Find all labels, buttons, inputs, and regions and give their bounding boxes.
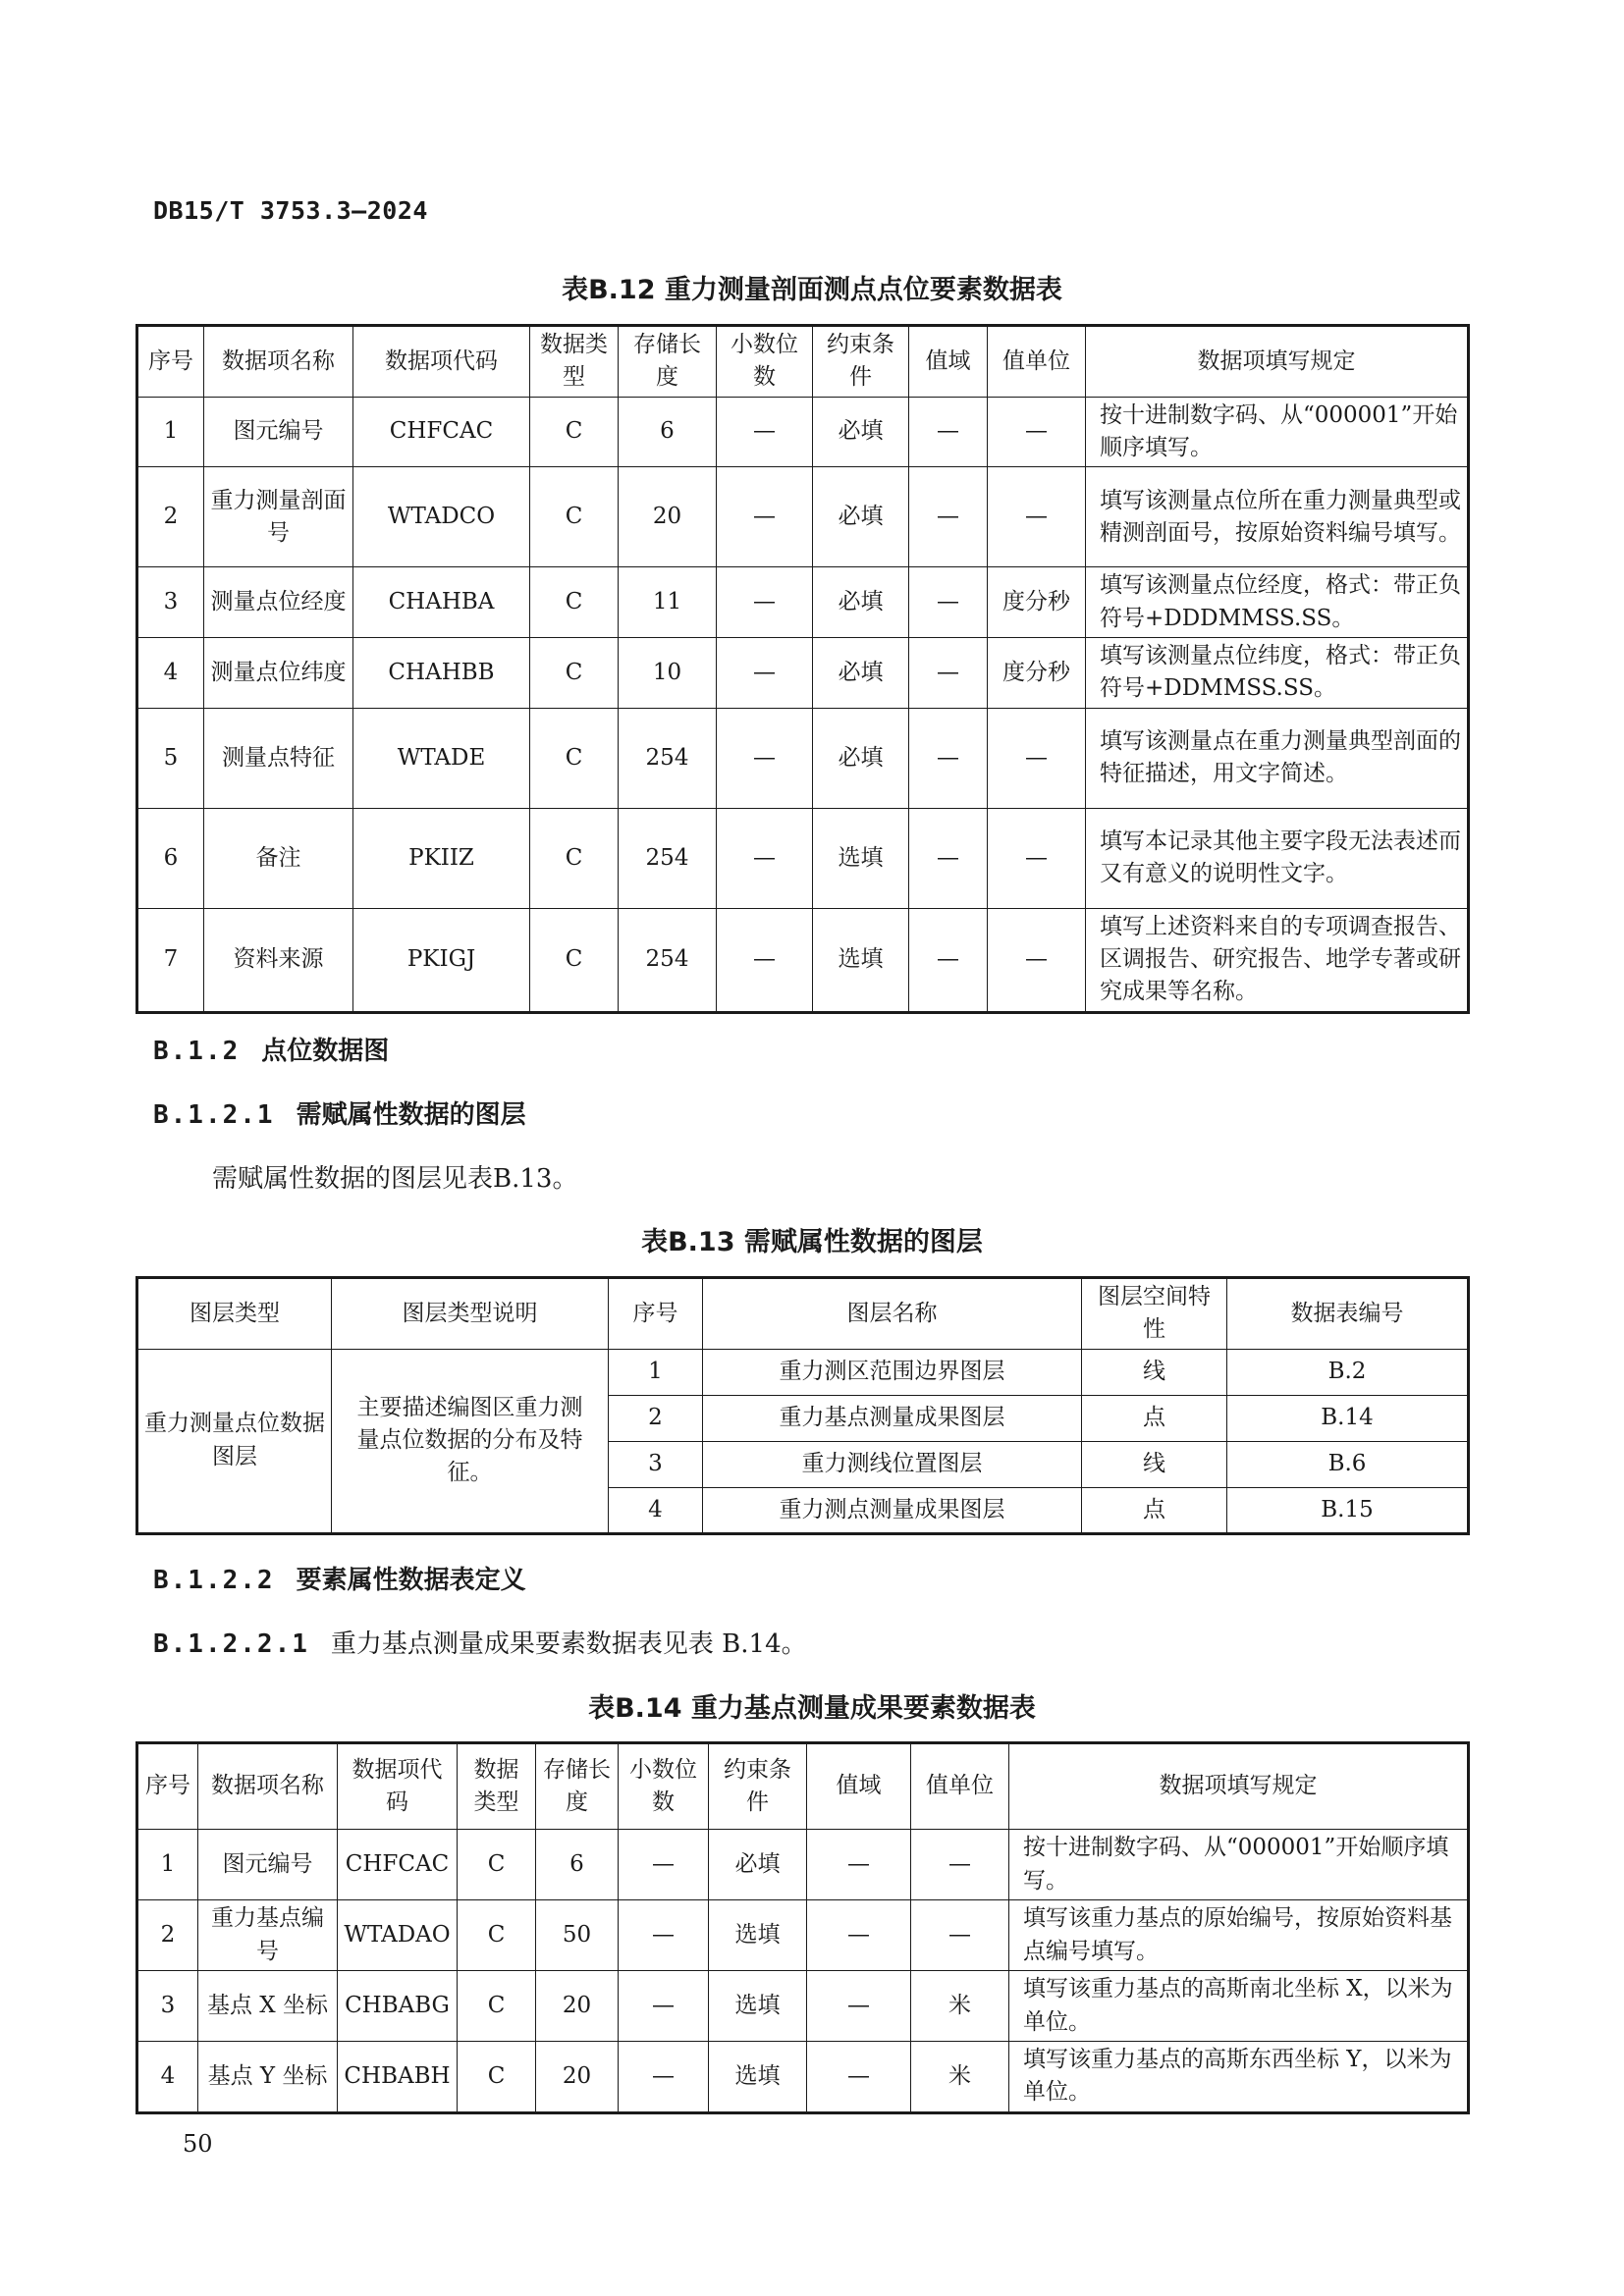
cell: C bbox=[530, 638, 619, 709]
cell: 3 bbox=[137, 1971, 198, 2042]
paragraph-text: 重力基点测量成果要素数据表见表 B.14。 bbox=[330, 1629, 807, 1659]
cell: 10 bbox=[619, 638, 717, 709]
cell: 3 bbox=[137, 567, 204, 638]
cell: 选填 bbox=[709, 2042, 807, 2113]
cell: — bbox=[909, 808, 988, 908]
cell: 5 bbox=[137, 708, 204, 808]
cell: 20 bbox=[536, 1971, 619, 2042]
cell: CHFCAC bbox=[353, 397, 530, 467]
table-row bbox=[137, 1830, 1469, 1900]
cell: — bbox=[988, 467, 1086, 567]
cell: 选填 bbox=[813, 808, 909, 908]
cell: C bbox=[530, 908, 619, 1012]
column-header: 图层空间特性 bbox=[1082, 1278, 1227, 1350]
table-b12-caption: 表B.12 重力测量剖面测点点位要素数据表 bbox=[562, 275, 1062, 305]
cell: C bbox=[530, 397, 619, 467]
cell: — bbox=[911, 1830, 1009, 1900]
table-row bbox=[137, 567, 1469, 638]
cell: — bbox=[717, 708, 813, 808]
cell: B.14 bbox=[1227, 1395, 1469, 1441]
cell: 测量点位经度 bbox=[204, 567, 353, 638]
cell: 备注 bbox=[204, 808, 353, 908]
cell-rule: 填写本记录其他主要字段无法表述而又有意义的说明性文字。 bbox=[1086, 808, 1469, 908]
cell: — bbox=[909, 638, 988, 709]
cell: — bbox=[807, 1971, 911, 2042]
column-header: 小数位数 bbox=[619, 1743, 709, 1830]
section-number: B.1.2.2 bbox=[153, 1566, 275, 1595]
column-header: 数据表编号 bbox=[1227, 1278, 1469, 1350]
cell: 50 bbox=[536, 1900, 619, 1971]
cell: CHFCAC bbox=[338, 1830, 458, 1900]
cell-rule: 按十进制数字码、从“000001”开始顺序填写。 bbox=[1086, 397, 1469, 467]
section-title: 要素属性数据表定义 bbox=[296, 1566, 526, 1595]
cell: — bbox=[717, 467, 813, 567]
column-header: 数据项填写规定 bbox=[1009, 1743, 1469, 1830]
cell: 图元编号 bbox=[198, 1830, 338, 1900]
table-b12-header-row bbox=[137, 326, 1469, 398]
column-header: 数据项名称 bbox=[204, 326, 353, 398]
cell: 选填 bbox=[709, 1900, 807, 1971]
cell: 线 bbox=[1082, 1349, 1227, 1395]
cell: 6 bbox=[619, 397, 717, 467]
cell: 2 bbox=[137, 1900, 198, 1971]
cell: — bbox=[807, 1830, 911, 1900]
paragraph-number: B.1.2.2.1 bbox=[153, 1629, 309, 1659]
section-title: 点位数据图 bbox=[261, 1037, 390, 1066]
cell: B.2 bbox=[1227, 1349, 1469, 1395]
cell: — bbox=[717, 908, 813, 1012]
column-header: 数据项填写规定 bbox=[1086, 326, 1469, 398]
cell: — bbox=[717, 638, 813, 709]
cell-rule: 填写上述资料来自的专项调查报告、区调报告、研究报告、地学专著或研究成果等名称。 bbox=[1086, 908, 1469, 1012]
cell-rule: 填写该重力基点的高斯南北坐标 X，以米为单位。 bbox=[1009, 1971, 1469, 2042]
cell: 重力测区范围边界图层 bbox=[703, 1349, 1082, 1395]
cell: 重力测量剖面号 bbox=[204, 467, 353, 567]
cell: C bbox=[458, 1971, 536, 2042]
table-b13-header-row bbox=[137, 1278, 1469, 1350]
cell-rule: 按十进制数字码、从“000001”开始顺序填写。 bbox=[1009, 1830, 1469, 1900]
cell: — bbox=[619, 1830, 709, 1900]
column-header: 数据类型 bbox=[458, 1743, 536, 1830]
cell: — bbox=[909, 567, 988, 638]
cell: 6 bbox=[137, 808, 204, 908]
paragraph: 需赋属性数据的图层见表B.13。 bbox=[212, 1164, 578, 1194]
column-header: 数据类型 bbox=[530, 326, 619, 398]
table-row bbox=[137, 1900, 1469, 1971]
cell: 重力测线位置图层 bbox=[703, 1441, 1082, 1487]
cell-rule: 填写该重力基点的高斯东西坐标 Y，以米为单位。 bbox=[1009, 2042, 1469, 2113]
cell: — bbox=[988, 908, 1086, 1012]
column-header: 约束条件 bbox=[813, 326, 909, 398]
cell: 图元编号 bbox=[204, 397, 353, 467]
cell: 必填 bbox=[813, 397, 909, 467]
table-b13 bbox=[135, 1276, 1470, 1535]
column-header: 值单位 bbox=[911, 1743, 1009, 1830]
cell: 点 bbox=[1082, 1487, 1227, 1533]
cell: — bbox=[909, 397, 988, 467]
cell: 1 bbox=[137, 397, 204, 467]
cell: — bbox=[619, 1971, 709, 2042]
cell: CHAHBA bbox=[353, 567, 530, 638]
cell: CHBABG bbox=[338, 1971, 458, 2042]
cell: 米 bbox=[911, 1971, 1009, 2042]
cell: — bbox=[988, 397, 1086, 467]
cell: 基点 X 坐标 bbox=[198, 1971, 338, 2042]
cell: — bbox=[909, 708, 988, 808]
cell: C bbox=[530, 467, 619, 567]
cell: — bbox=[717, 397, 813, 467]
cell: 4 bbox=[137, 2042, 198, 2113]
column-header: 值域 bbox=[807, 1743, 911, 1830]
cell: 线 bbox=[1082, 1441, 1227, 1487]
cell: 度分秒 bbox=[988, 567, 1086, 638]
section-heading-b1121 bbox=[153, 1095, 526, 1131]
cell: 7 bbox=[137, 908, 204, 1012]
cell: 选填 bbox=[813, 908, 909, 1012]
cell: 254 bbox=[619, 908, 717, 1012]
cell: C bbox=[458, 1830, 536, 1900]
table-row bbox=[137, 467, 1469, 567]
cell: 20 bbox=[619, 467, 717, 567]
cell: 测量点特征 bbox=[204, 708, 353, 808]
layer-type-cell: 重力测量点位数据图层 bbox=[137, 1349, 332, 1533]
cell-rule: 填写该测量点位经度，格式：带正负符号+DDDMMSS.SS。 bbox=[1086, 567, 1469, 638]
column-header: 存储长度 bbox=[619, 326, 717, 398]
table-row bbox=[137, 708, 1469, 808]
cell: — bbox=[717, 808, 813, 908]
cell: 测量点位纬度 bbox=[204, 638, 353, 709]
table-row bbox=[137, 397, 1469, 467]
cell: C bbox=[530, 808, 619, 908]
cell: 重力基点编号 bbox=[198, 1900, 338, 1971]
column-header: 数据项代码 bbox=[338, 1743, 458, 1830]
table-b14-header-row bbox=[137, 1743, 1469, 1830]
column-header: 值单位 bbox=[988, 326, 1086, 398]
cell: — bbox=[717, 567, 813, 638]
cell: — bbox=[911, 1900, 1009, 1971]
cell: 度分秒 bbox=[988, 638, 1086, 709]
cell: 254 bbox=[619, 808, 717, 908]
cell: WTADAO bbox=[338, 1900, 458, 1971]
column-header: 小数位数 bbox=[717, 326, 813, 398]
cell-rule: 填写该测量点位所在重力测量典型或精测剖面号，按原始资料编号填写。 bbox=[1086, 467, 1469, 567]
cell: — bbox=[909, 467, 988, 567]
cell: C bbox=[530, 708, 619, 808]
cell: 11 bbox=[619, 567, 717, 638]
column-header: 数据项代码 bbox=[353, 326, 530, 398]
table-row bbox=[137, 808, 1469, 908]
table-row bbox=[137, 638, 1469, 709]
table-b14-caption: 表B.14 重力基点测量成果要素数据表 bbox=[588, 1693, 1036, 1724]
cell: B.6 bbox=[1227, 1441, 1469, 1487]
cell: CHBABH bbox=[338, 2042, 458, 2113]
section-number: B.1.2 bbox=[153, 1037, 241, 1066]
cell: 点 bbox=[1082, 1395, 1227, 1441]
table-row bbox=[137, 908, 1469, 1012]
column-header: 图层名称 bbox=[703, 1278, 1082, 1350]
section-heading-b1122 bbox=[153, 1560, 526, 1596]
table-b13-caption: 表B.13 需赋属性数据的图层 bbox=[641, 1227, 983, 1257]
cell: 必填 bbox=[709, 1830, 807, 1900]
cell: 米 bbox=[911, 2042, 1009, 2113]
cell: 必填 bbox=[813, 638, 909, 709]
cell: 6 bbox=[536, 1830, 619, 1900]
cell: 2 bbox=[137, 467, 204, 567]
cell: — bbox=[619, 2042, 709, 2113]
cell: 必填 bbox=[813, 467, 909, 567]
column-header: 数据项名称 bbox=[198, 1743, 338, 1830]
cell: — bbox=[988, 708, 1086, 808]
cell: C bbox=[458, 1900, 536, 1971]
cell: — bbox=[619, 1900, 709, 1971]
cell: 重力基点测量成果图层 bbox=[703, 1395, 1082, 1441]
cell: — bbox=[807, 1900, 911, 1971]
cell: 1 bbox=[609, 1349, 703, 1395]
cell: — bbox=[807, 2042, 911, 2113]
column-header: 序号 bbox=[137, 1743, 198, 1830]
cell: CHAHBB bbox=[353, 638, 530, 709]
layer-desc-cell: 主要描述编图区重力测量点位数据的分布及特征。 bbox=[332, 1349, 609, 1533]
section-heading-b112 bbox=[153, 1031, 389, 1067]
document-code: DB15/T 3753.3—2024 bbox=[153, 196, 428, 225]
cell: WTADE bbox=[353, 708, 530, 808]
column-header: 图层类型 bbox=[137, 1278, 332, 1350]
cell: B.15 bbox=[1227, 1487, 1469, 1533]
column-header: 序号 bbox=[609, 1278, 703, 1350]
cell: 选填 bbox=[709, 1971, 807, 2042]
cell-rule: 填写该测量点在重力测量典型剖面的特征描述，用文字简述。 bbox=[1086, 708, 1469, 808]
cell: 4 bbox=[137, 638, 204, 709]
column-header: 序号 bbox=[137, 326, 204, 398]
cell: 3 bbox=[609, 1441, 703, 1487]
cell: 重力测点测量成果图层 bbox=[703, 1487, 1082, 1533]
table-row bbox=[137, 1349, 1469, 1395]
cell: — bbox=[909, 908, 988, 1012]
cell: 20 bbox=[536, 2042, 619, 2113]
table-b12 bbox=[135, 324, 1470, 1014]
column-header: 值域 bbox=[909, 326, 988, 398]
cell: 基点 Y 坐标 bbox=[198, 2042, 338, 2113]
cell: 必填 bbox=[813, 708, 909, 808]
cell: PKIGJ bbox=[353, 908, 530, 1012]
cell: 4 bbox=[609, 1487, 703, 1533]
column-header: 存储长度 bbox=[536, 1743, 619, 1830]
cell: 1 bbox=[137, 1830, 198, 1900]
column-header: 约束条件 bbox=[709, 1743, 807, 1830]
table-b14 bbox=[135, 1741, 1470, 2114]
cell: WTADCO bbox=[353, 467, 530, 567]
table-row bbox=[137, 2042, 1469, 2113]
page-number: 50 bbox=[183, 2130, 213, 2158]
cell-rule: 填写该重力基点的原始编号，按原始资料基点编号填写。 bbox=[1009, 1900, 1469, 1971]
cell: PKIIZ bbox=[353, 808, 530, 908]
paragraph-b11221 bbox=[153, 1624, 807, 1660]
cell: C bbox=[458, 2042, 536, 2113]
section-title: 需赋属性数据的图层 bbox=[296, 1100, 526, 1130]
table-row bbox=[137, 1971, 1469, 2042]
cell: 254 bbox=[619, 708, 717, 808]
cell: C bbox=[530, 567, 619, 638]
cell: 2 bbox=[609, 1395, 703, 1441]
section-number: B.1.2.1 bbox=[153, 1100, 275, 1130]
cell: 资料来源 bbox=[204, 908, 353, 1012]
cell-rule: 填写该测量点位纬度，格式：带正负符号+DDMMSS.SS。 bbox=[1086, 638, 1469, 709]
cell: — bbox=[988, 808, 1086, 908]
column-header: 图层类型说明 bbox=[332, 1278, 609, 1350]
cell: 必填 bbox=[813, 567, 909, 638]
